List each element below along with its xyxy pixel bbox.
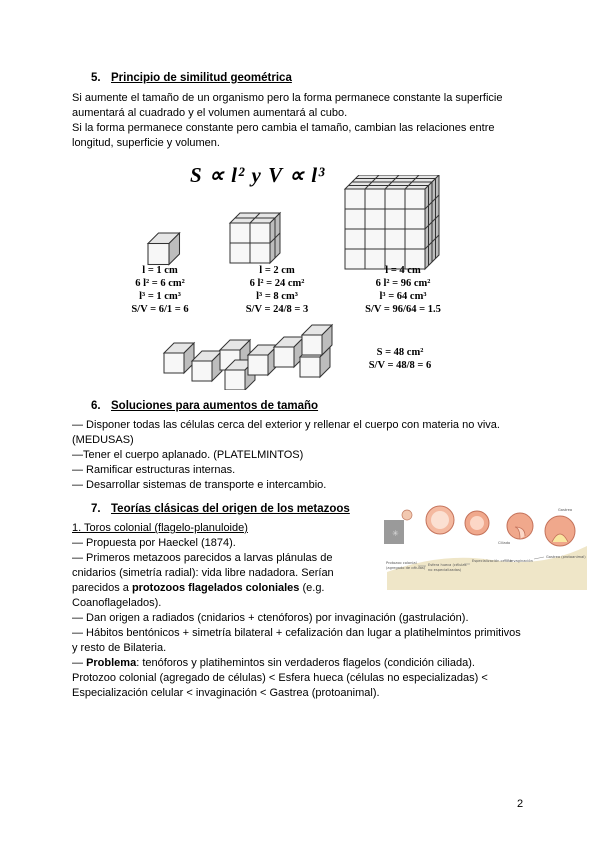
text-line: longitud, superficie y volumen.	[72, 137, 220, 149]
text-span: : tenóforos y platihemintos sin verdaderos flagelos (condición ciliada).	[136, 657, 475, 669]
diagram-label-0: Protozoo colonial	[386, 561, 417, 565]
text-line: — Ramificar estructuras internas.	[72, 464, 236, 476]
diagram-label-4: Gastrea (protoanimal)	[546, 555, 586, 559]
svg-text:✳: ✳	[392, 529, 399, 538]
caption-line: l = 2 cm	[259, 265, 295, 276]
section-6-body	[72, 418, 500, 493]
text-line: Si la forma permanece constante pero cambia el tamaño, cambian las relaciones entre	[72, 122, 495, 134]
page-number: 2	[517, 798, 524, 810]
gastrea-diagram	[382, 500, 587, 590]
text-line: Especialización celular < invaginación < Gastrea (protoanimal).	[72, 687, 380, 699]
cube-1cm	[148, 233, 180, 265]
cube-1-caption	[110, 264, 210, 316]
text-span: parecidos a	[72, 582, 132, 594]
section-7-number: 7.	[91, 503, 101, 515]
section-6-title: Soluciones para aumentos de tamaño	[111, 400, 319, 412]
split-cubes	[164, 325, 332, 390]
colony-cell	[402, 510, 412, 520]
caption-line: S/V = 48/8 = 6	[368, 360, 432, 371]
caption-line: l³ = 1 cm³	[139, 291, 181, 302]
caption-line: 6 l² = 24 cm²	[249, 278, 305, 289]
section-7-title: Teorías clásicas del origen de los metazoos	[111, 503, 350, 515]
caption-line: S/V = 24/8 = 3	[245, 304, 309, 315]
diagram-label-3: Invaginación	[510, 559, 533, 563]
cube-3-caption	[348, 264, 458, 316]
diagram-label-5: Ciliado	[498, 541, 511, 545]
text-line: y resto de Bilateria.	[72, 642, 167, 654]
section-6-heading	[91, 400, 318, 412]
section-7-heading	[91, 503, 350, 515]
caption-line: l = 1 cm	[142, 265, 178, 276]
diagram-label-2: Especialización celular	[472, 559, 513, 563]
caption-line: S = 48 cm²	[376, 347, 424, 358]
text-line: — Desarrollar sistemas de transporte e intercambio.	[72, 479, 327, 491]
text-line: — Hábitos bentónicos + simetría bilateral + cefalización dan lugar a platihelmintos primitivos	[72, 627, 521, 639]
section-5-heading	[91, 72, 292, 84]
caption-line: l = 4 cm	[385, 265, 421, 276]
text-line: Protozoo colonial (agregado de células) < Esfera hueca (células no especializadas) <	[72, 672, 488, 684]
split-caption	[355, 346, 445, 372]
subtitle: 1. Toros colonial (flagelo-planuloide)	[72, 522, 248, 534]
diagram-label-1: Esfera hueca (células	[428, 563, 467, 567]
text-line: Coanoflagelados).	[72, 597, 162, 609]
text-line: Si aumente el tamaño de un organismo pero la forma permanece constante la superficie	[72, 92, 503, 104]
text-line: cnidarios (simetría radial): vida libre nadadora. Serían	[72, 567, 334, 579]
text-line	[72, 656, 521, 671]
caption-line: S/V = 96/64 = 1.5	[365, 304, 441, 315]
text-line: (MEDUSAS)	[72, 434, 134, 446]
text-line: — Propuesta por Haeckel (1874).	[72, 537, 236, 549]
text-span: (e.g.	[299, 582, 325, 594]
section-6-number: 6.	[91, 400, 101, 412]
text-span: —	[72, 657, 87, 669]
section-5-body	[72, 91, 502, 151]
caption-line: 6 l² = 6 cm²	[135, 278, 185, 289]
cube-2cm	[230, 213, 280, 263]
section-5-title: Principio de similitud geométrica	[111, 72, 292, 84]
text-line: — Dan origen a radiados (cnidarios + ctenóforos) por invaginación (gastrulación).	[72, 612, 469, 624]
bold-term: Problema	[86, 657, 137, 669]
bold-term: protozoos flagelados coloniales	[131, 582, 300, 594]
similarity-formula: S ∝ l² y V ∝ l³	[190, 163, 326, 187]
text-line: —Tener el cuerpo aplanado. (PLATELMINTOS)	[72, 449, 304, 461]
text-line: aumentará al cuadrado y el volumen aumentará al cubo.	[72, 107, 348, 119]
text-line: — Primeros metazoos parecidos a larvas plánulas de	[72, 552, 333, 564]
caption-line: l³ = 64 cm³	[379, 291, 427, 302]
cube-4cm	[345, 175, 439, 269]
section-5-number: 5.	[91, 72, 101, 84]
svg-text:no especializadas): no especializadas)	[428, 568, 462, 572]
svg-text:(agregado de células): (agregado de células)	[386, 566, 426, 570]
caption-line: l³ = 8 cm³	[256, 291, 298, 302]
diagram-label-6: Gastrea	[558, 508, 573, 512]
caption-line: 6 l² = 96 cm²	[375, 278, 431, 289]
text-line: — Disponer todas las células cerca del exterior y rellenar el cuerpo con materia no viva.	[72, 419, 500, 431]
caption-line: S/V = 6/1 = 6	[131, 304, 189, 315]
cube-2-caption	[222, 264, 332, 316]
